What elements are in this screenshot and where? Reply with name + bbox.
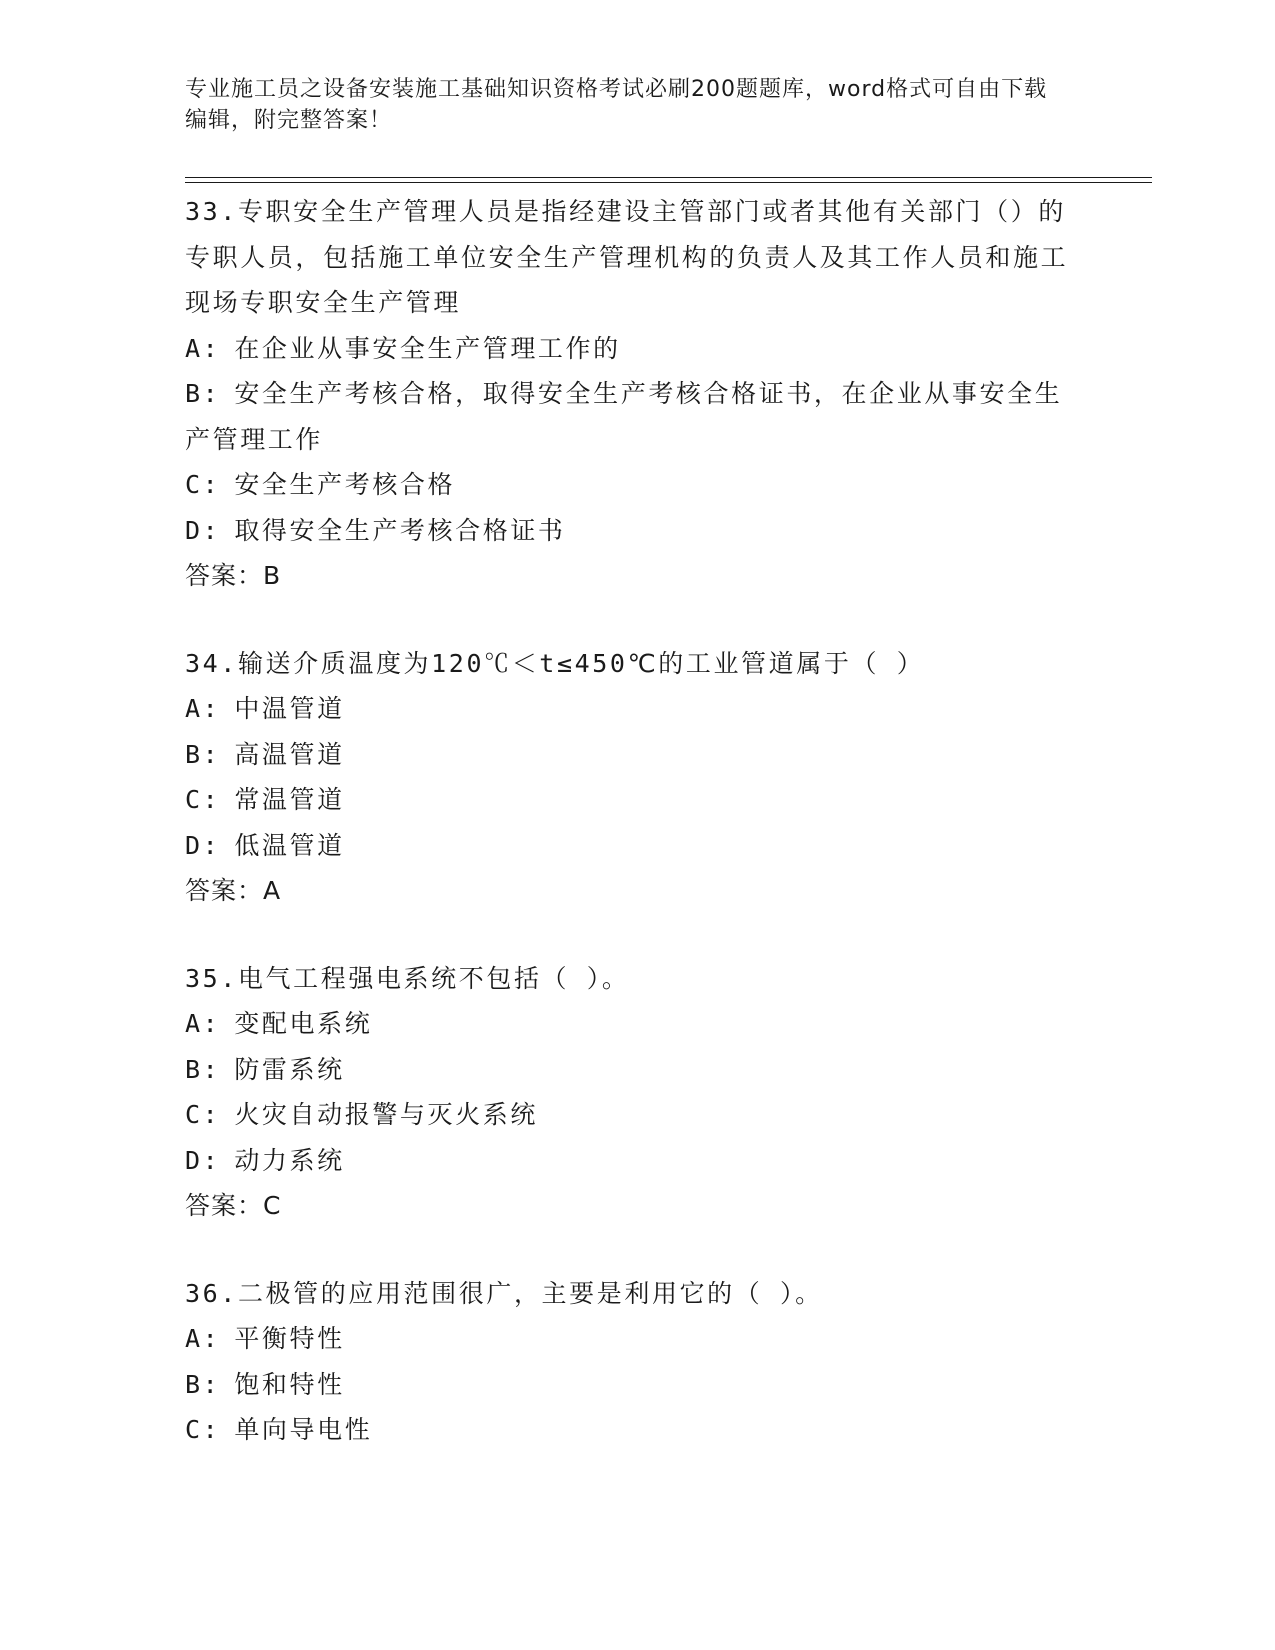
option-key: C: xyxy=(185,1100,221,1129)
option-c xyxy=(185,1092,1085,1138)
option-key: A: xyxy=(185,1009,221,1038)
question-list xyxy=(185,189,1085,1495)
question-35 xyxy=(185,956,1085,1229)
option-text: 防雷系统 xyxy=(234,1054,345,1084)
option-text: 低温管道 xyxy=(234,830,345,860)
option-key: D: xyxy=(185,830,221,860)
option-text: 常温管道 xyxy=(234,785,345,814)
option-text: 火灾自动报警与灭火系统 xyxy=(234,1100,538,1129)
question-33 xyxy=(185,189,1085,599)
option-key: A: xyxy=(185,694,221,723)
option-key: A: xyxy=(185,1324,221,1353)
option-text: 取得安全生产考核合格证书 xyxy=(234,515,566,545)
question-text: 35.电气工程强电系统不包括（ ）。 xyxy=(185,963,630,993)
option-key: D: xyxy=(185,1145,221,1175)
option-key: C: xyxy=(185,1415,221,1444)
option-text: 饱和特性 xyxy=(234,1369,345,1399)
option-text: 动力系统 xyxy=(234,1145,345,1175)
option-c xyxy=(185,777,1085,823)
option-text: 变配电系统 xyxy=(234,1009,373,1038)
option-key: B: xyxy=(185,379,221,408)
option-key: A: xyxy=(185,333,221,363)
option-a xyxy=(185,686,1085,732)
question-text: 36.二极管的应用范围很广，主要是利用它的（ ）。 xyxy=(185,1278,823,1308)
option-b xyxy=(185,1047,1085,1093)
option-text: 安全生产考核合格，取得安全生产考核合格证书，在企业从事安全生产管理工作 xyxy=(185,379,1063,454)
option-a xyxy=(185,1001,1085,1047)
option-b xyxy=(185,732,1085,778)
option-text: 中温管道 xyxy=(234,694,345,723)
option-text: 安全生产考核合格 xyxy=(234,470,456,499)
question-36 xyxy=(185,1271,1085,1453)
option-a xyxy=(185,1316,1085,1362)
option-text: 单向导电性 xyxy=(234,1415,373,1444)
option-key: D: xyxy=(185,515,221,545)
option-d xyxy=(185,508,1085,554)
option-key: C: xyxy=(185,470,221,499)
option-key: B: xyxy=(185,1054,221,1084)
option-key: C: xyxy=(185,785,221,814)
answer-line: 答案：C xyxy=(185,1191,282,1220)
question-text: 33.专职安全生产管理人员是指经建设主管部门或者其他有关部门（）的专职人员，包括施工单位安全生产管理机构的负责人及其工作人员和施工现场专职安全生产管理 xyxy=(185,197,1069,317)
option-d xyxy=(185,1138,1085,1184)
option-key: B: xyxy=(185,739,221,769)
question-34 xyxy=(185,641,1085,914)
header-divider-top xyxy=(185,177,1152,178)
option-text: 在企业从事安全生产管理工作的 xyxy=(234,333,621,363)
header-divider-bottom xyxy=(185,182,1152,183)
document-header: 专业施工员之设备安装施工基础知识资格考试必刷200题题库，word格式可自由下载编辑，附完整答案！ xyxy=(185,77,1048,133)
option-d xyxy=(185,823,1085,869)
option-c xyxy=(185,462,1085,508)
option-text: 平衡特性 xyxy=(234,1324,345,1353)
answer-line: 答案：B xyxy=(185,561,282,590)
option-text: 高温管道 xyxy=(234,739,345,769)
option-c xyxy=(185,1407,1085,1453)
option-b xyxy=(185,371,1085,462)
option-key: B: xyxy=(185,1369,221,1399)
option-b xyxy=(185,1362,1085,1408)
option-a xyxy=(185,326,1085,372)
question-text: 34.输送介质温度为120℃＜t≤450℃的工业管道属于（ ） xyxy=(185,648,925,678)
answer-line: 答案：A xyxy=(185,876,282,905)
